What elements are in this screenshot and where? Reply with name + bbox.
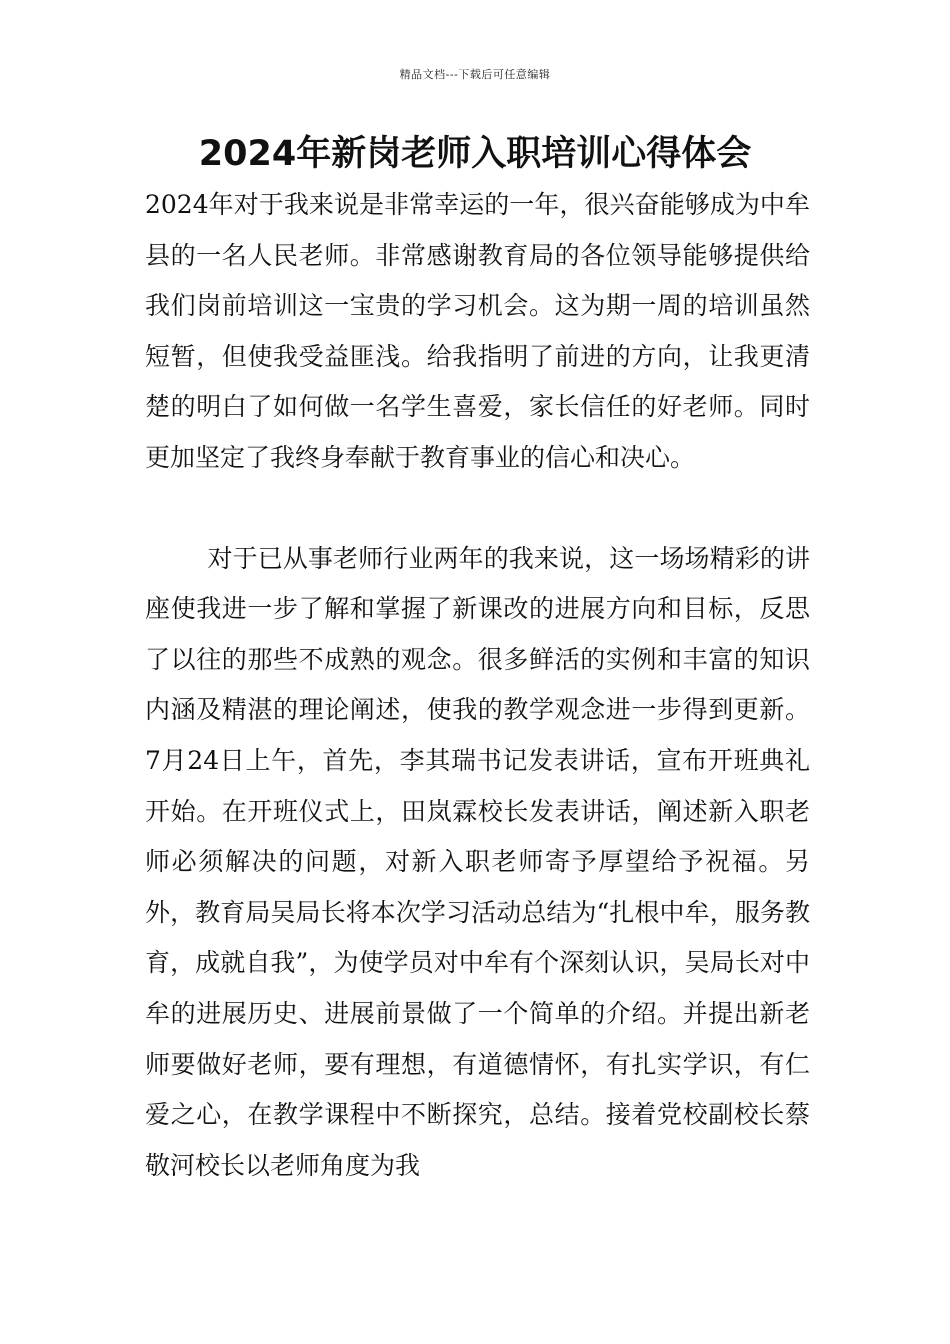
document-body bbox=[145, 180, 810, 1191]
document-title: 2024年新岗老师入职培训心得体会 bbox=[198, 134, 752, 174]
header-note: 精品文档---下载后可任意编辑 bbox=[399, 68, 551, 81]
paragraph-2: 对于已从事老师行业两年的我来说，这一场场精彩的讲座使我进一步了解和掌握了新课改的进展方向和目标，反思了以往的那些不成熟的观念。很多鲜活的实例和丰富的知识内涵及精湛的理论阐述，使我的教学观念进一步得到更新。7月24日上午，首先，李其瑞书记发表讲话，宣布开班典礼开始。在开班仪式上，田岚霖校长发表讲话，阐述新入职老师必须解决的问题，对新入职老师寄予厚望给予祝福。另外，教育局吴局长将本次学习活动总结为“扎根中牟，服务教育，成就自我”，为使学员对中牟有个深刻认识，吴局长对中牟的进展历史、进展前景做了一个简单的介绍。并提出新老师要做好老师，要有理想，有道德情怀，有扎实学识，有仁爱之心，在教学课程中不断探究，总结。接着党校副校长蔡敬河校长以老师角度为我 bbox=[145, 543, 810, 1180]
paragraph-1: 2024年对于我来说是非常幸运的一年，很兴奋能够成为中牟县的一名人民老师。非常感谢教育局的各位领导能够提供给我们岗前培训这一宝贵的学习机会。这为期一周的培训虽然短暂，但使我受益匪浅。给我指明了前进的方向，让我更清楚的明白了如何做一名学生喜爱，家长信任的好老师。同时更加坚定了我终身奉献于教育事业的信心和决心。 bbox=[145, 190, 810, 472]
